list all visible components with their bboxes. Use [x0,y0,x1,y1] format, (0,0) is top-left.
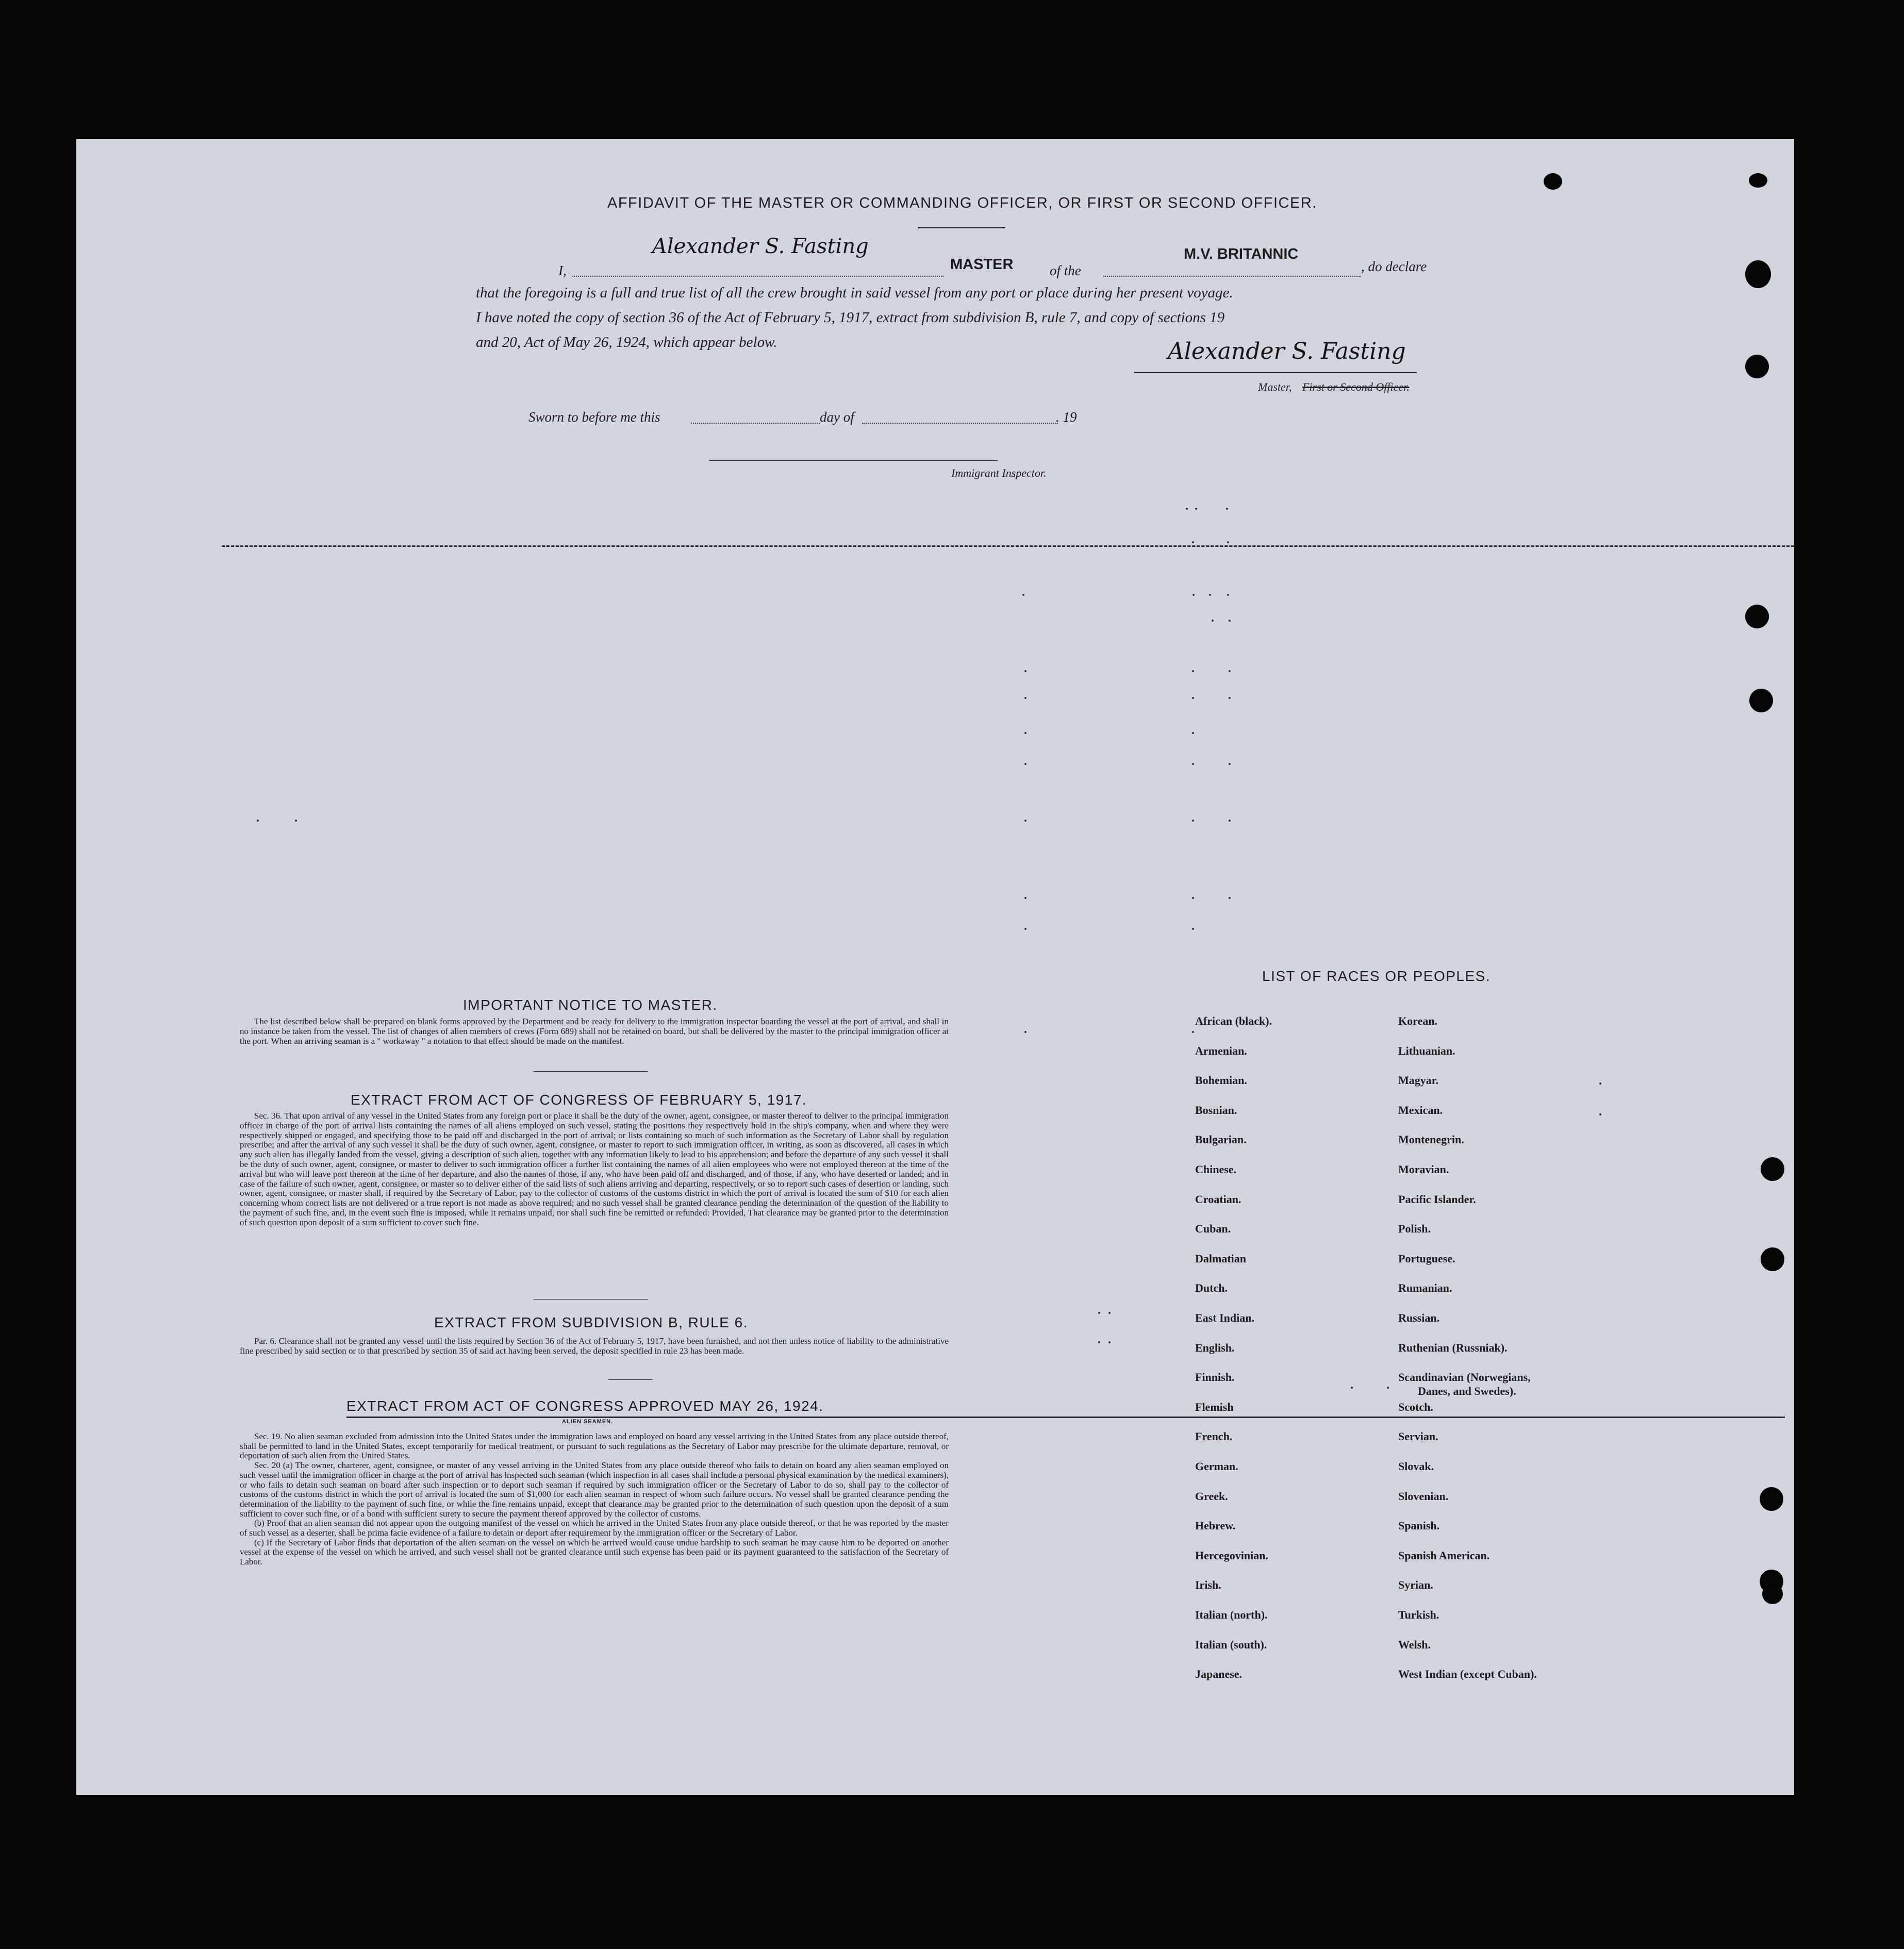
race-item: Syrian. [1398,1578,1433,1592]
affidavit-i: I, [558,263,567,278]
bleed-through-mark [1195,508,1197,510]
bleed-through-mark [1192,820,1194,822]
bleed-through-mark [1192,928,1194,930]
sec-20c: (c) If the Secretary of Labor finds that deportation of the alien seaman on the vessel on which he arrived would cause undue hardship to such seaman he may cause him to be deported on another vessel at the expense of the vessel on which he arrived, and such vessel shall not be granted clearance until such expense has been paid or its payment guaranteed to the satisfaction of the Secretary of Labor. [240,1537,949,1567]
binder-hole [1544,173,1562,190]
vessel-dotted-line [1103,276,1361,277]
race-item: Greek. [1195,1489,1228,1503]
notice-text [240,1017,949,1046]
race-item: Polish. [1398,1222,1431,1236]
bleed-through-mark [1209,594,1211,596]
notice-title: IMPORTANT NOTICE TO MASTER. [463,997,718,1013]
bleed-through-mark [1212,620,1214,622]
bleed-through-mark [1192,670,1194,672]
day-of-label: day of [820,409,854,425]
bleed-through-mark [1192,732,1194,734]
race-item: Chinese. [1195,1163,1237,1176]
bleed-through-mark [1227,541,1229,543]
race-item: Finnish. [1195,1371,1235,1384]
binder-hole [1745,355,1769,378]
race-item: Bosnian. [1195,1103,1237,1117]
signature-line [1134,372,1417,373]
race-item: African (black). [1195,1014,1272,1027]
bleed-through-mark [1229,697,1231,699]
binder-hole [1761,1157,1784,1181]
bleed-through-mark [257,820,259,822]
name-dotted-line [572,276,943,277]
section-divider-lower [346,1417,1785,1418]
race-item: Cuban. [1195,1222,1231,1236]
bleed-through-mark [1024,1031,1026,1033]
binder-hole [1745,605,1769,628]
subdivision-text [240,1336,949,1356]
inspector-label: Immigrant Inspector. [951,467,1047,479]
bleed-through-mark [1229,820,1231,822]
bleed-through-mark [1024,670,1026,672]
bleed-through-mark [1024,897,1026,899]
sec-19: Sec. 19. No alien seaman excluded from admission into the United States under the immigration laws and employed on board any vessel arriving in the United States from any place outside thereof, shall be permitted to land in the United States, except temporarily for medical treatment, or pursuant to such regulations as the Secretary of Labor may prescribe for the ultimate departure, removal, or deportation of such alien from the United States. [240,1431,949,1461]
race-item: Spanish. [1398,1519,1440,1532]
of-the-label: of the [1050,263,1081,278]
sec-20a: Sec. 20 (a) The owner, charterer, agent, consignee, or master of any vessel arriving in the United States from any place outside thereof who fails to detain on board any alien seaman employed on such vessel until the immigration officer in charge at the port of arrival has inspected such seaman (which inspection in all cases shall include a personal physical examination by the medical examiners), or who fails to detain such seaman on board after such inspection or to deport such seaman if required by such immigration officer or the Secretary of Labor to do so, shall pay to the collector of customs of the customs district in which the port of arrival is located the sum of $1,000 for each alien seaman in respect of whom such failure occurs. No vessel shall be granted clearance pending the determination of the liability to the payment of such fine, or while the fine remains unpaid, except that clearance may be granted prior to the determination of such question upon the deposit of a sum sufficient to cover such fine, or of a bond with sufficient surety to secure the payment thereof approved by the collector of customs. [240,1460,949,1519]
race-item: Irish. [1195,1578,1221,1592]
race-item: Dutch. [1195,1281,1228,1295]
sworn-label: Sworn to before me this [528,409,660,425]
scandinavian-continuation: Danes, and Swedes). [1418,1385,1516,1397]
bleed-through-mark [1193,594,1195,596]
race-item: East Indian. [1195,1311,1254,1324]
binder-hole [1760,1487,1783,1511]
affidavit-line-3: and 20, Act of May 26, 1924, which appear below. [476,334,777,351]
bleed-through-mark [1098,1341,1100,1343]
race-item: Flemish [1195,1400,1234,1413]
races-title: LIST OF RACES OR PEOPLES. [1262,968,1491,984]
race-item: Bulgarian. [1195,1133,1247,1146]
signer-title-struck: First or Second Officer. [1302,380,1410,393]
signer-signature: Alexander S. Fasting [1168,338,1406,364]
month-dotted-line [862,423,1058,424]
bleed-through-mark [1192,763,1194,765]
bleed-through-mark [1108,1341,1111,1343]
binder-hole [1745,260,1771,288]
race-item: Magyar. [1398,1074,1439,1087]
affidavit-title: AFFIDAVIT OF THE MASTER OR COMMANDING OFFICER, OR FIRST OR SECOND OFFICER. [607,195,1317,211]
bleed-through-mark [1024,763,1026,765]
binder-hole [1749,173,1767,188]
bleed-through-mark [1022,594,1024,596]
extract-1924-subtitle: ALIEN SEAMEN. [562,1419,614,1425]
bleed-through-mark [1024,820,1026,822]
bleed-through-mark [1192,697,1194,699]
race-item: Rumanian. [1398,1281,1452,1295]
do-declare: , do declare [1361,259,1427,274]
vessel-name: M.V. BRITANNIC [1184,246,1299,262]
bleed-through-mark [295,820,297,822]
race-item: Armenian. [1195,1044,1247,1057]
bleed-through-mark [1024,732,1026,734]
section-divider-upper [222,545,1794,547]
race-item: Slovenian. [1398,1489,1449,1503]
bleed-through-mark [1229,670,1231,672]
race-item: English. [1195,1341,1235,1354]
sworn-day-line [691,423,820,424]
extract-1917-title: EXTRACT FROM ACT OF CONGRESS OF FEBRUARY 5, 1917. [351,1092,807,1108]
bleed-through-mark [1024,697,1026,699]
race-item: French. [1195,1430,1233,1443]
extract-1917-text [240,1111,949,1228]
extract-1924-title: EXTRACT FROM ACT OF CONGRESS APPROVED MAY 26, 1924. [346,1398,824,1414]
subdivision-rule [608,1379,653,1380]
race-item: West Indian (except Cuban). [1398,1668,1537,1681]
race-item: Slovak. [1398,1460,1434,1473]
extract-1924-text [240,1432,949,1567]
bleed-through-mark [1387,1387,1389,1389]
race-item: Italian (north). [1195,1608,1268,1621]
extract-1917-rule [534,1299,648,1300]
race-item: Croatian. [1195,1192,1241,1206]
binder-hole [1749,689,1773,712]
extract-1917-paragraph: Sec. 36. That upon arrival of any vessel in the United States from any foreign port or place it shall be the duty of the owner, agent, consignee, or master thereof to deliver to the principal immigration officer in charge of the port of arrival lists containing the names of all aliens employed on such vessel, stating the positions they respectively hold in the ship's company, when and where they were respectively shipped or engaged, and specifying those to be paid off and discharged in the port of arrival; or lists containing so much of such information as the Secretary of Labor shall by regulation prescribe; and after the arrival of any such vessel it shall be the duty of such owner, agent, consignee, or master to report to such immigration officer, in writing, as soon as discovered, all cases in which any such alien has illegally landed from the vessel, giving a description of such alien, together with any information likely to lead to his apprehension; and before the departure of any such vessel it shall be the duty of such owner, agent, consignee, or master to deliver to such immigration officer a further list containing the names of all alien employees who were not employed thereon at the time of the arrival but who will leave port thereon at the time of her departure, and also the names of those, if any, who have been paid off and discharged, and of those, if any, who have deserted or landed; and in case of the failure of such owner, agent, consignee, or master so to deliver either of the said lists of such aliens arriving and departing, respectively, or so to report such cases of desertion or landing, such owner, agent, consignee, or master shall, if required by the Secretary of Labor, pay to the collector of customs of the customs district in which the port of arrival is located the sum of $10 for each alien concerning whom correct lists are not delivered or a true report is not made as above required; and no such vessel shall be granted clearance pending the determination of the question of the liability to the payment of such fine, and, in the event such fine is imposed, while it remains unpaid; nor shall such fine be remitted or refunded: Provided, That clearance may be granted prior to the determination of such question upon deposit of a sum sufficient to cover such fine. [240,1111,949,1227]
bleed-through-mark [1098,1312,1100,1314]
bleed-through-mark [1229,897,1231,899]
sec-20b: (b) Proof that an alien seaman did not appear upon the outgoing manifest of the vessel on which he arrived in the United States from any place outside thereof, or that he was reported by the master of such vessel as a deserter, shall be prima facie evidence of a failure to detain or deport after requirement by the immigration officer or the Secretary of Labor. [240,1518,949,1538]
race-item: Russian. [1398,1311,1440,1324]
bleed-through-mark [1024,928,1026,930]
binder-hole [1762,1584,1783,1604]
bleed-through-mark [1229,620,1231,622]
bleed-through-mark [1192,541,1194,543]
master-role: MASTER [950,256,1014,273]
bleed-through-mark [1186,508,1188,510]
race-item: Dalmatian [1195,1252,1246,1265]
binder-hole [1761,1247,1784,1271]
race-item: Scotch. [1398,1400,1433,1413]
race-item: Scandinavian (Norwegians, [1398,1371,1531,1384]
bleed-through-mark [1227,594,1229,596]
race-item: Korean. [1398,1014,1437,1027]
race-item: Pacific Islander. [1398,1192,1476,1206]
title-underline [918,227,1005,228]
bleed-through-mark [1599,1113,1601,1115]
race-item: Servian. [1398,1430,1438,1443]
subdivision-title: EXTRACT FROM SUBDIVISION B, RULE 6. [434,1314,748,1330]
notice-rule [534,1071,648,1072]
bleed-through-mark [1351,1387,1353,1389]
race-item: Turkish. [1398,1608,1439,1621]
notice-paragraph: The list described below shall be prepared on blank forms approved by the Department and be ready for delivery to the immigration inspector boarding the vessel at the port of arrival, and shall in no instance be taken from the vessel. The list of changes of alien members of crews (Form 689) shall not be retained on board, but shall be delivered by the master to the principal immigration officer at the port. When an arriving seaman is a " workaway " a notation to that effect should be made on the manifest. [240,1017,949,1046]
affidavit-line-2: I have noted the copy of section 36 of the Act of February 5, 1917, extract from subdivision B, rule 7, and copy of sections 19 [476,309,1225,326]
signer-title-master: Master, [1258,380,1292,393]
race-item: Montenegrin. [1398,1133,1464,1146]
race-item: Hebrew. [1195,1519,1236,1532]
race-item: Welsh. [1398,1638,1431,1651]
year-prefix: . 19 [1056,409,1077,425]
bleed-through-mark [1599,1082,1601,1085]
race-item: Lithuanian. [1398,1044,1455,1057]
affidavit-line-1: that the foregoing is a full and true list of all the crew brought in said vessel from any port or place during her present voyage. [476,285,1233,301]
race-item: Mexican. [1398,1103,1443,1117]
race-item: Spanish American. [1398,1548,1490,1562]
subdivision-paragraph: Par. 6. Clearance shall not be granted any vessel until the lists required by Section 36 of the Act of February 5, 1917, have been furnished, and not then unless notice of liability to the administrative fine prescribed by said section or to that prescribed by section 35 of said act having been served, the deposit specified in rule 23 has been made. [240,1336,949,1356]
inspector-line [709,460,998,461]
master-signature: Alexander S. Fasting [652,235,869,258]
bleed-through-mark [1108,1312,1111,1314]
bleed-through-mark [1192,1031,1194,1033]
bleed-through-mark [1229,763,1231,765]
race-item: Portuguese. [1398,1252,1455,1265]
race-item: Italian (south). [1195,1638,1267,1651]
race-item: Bohemian. [1195,1074,1247,1087]
race-item: Japanese. [1195,1668,1243,1681]
bleed-through-mark [1226,508,1228,510]
race-item: German. [1195,1460,1238,1473]
bleed-through-mark [1192,897,1194,899]
race-item: Ruthenian (Russniak). [1398,1341,1508,1354]
race-item: Moravian. [1398,1163,1449,1176]
race-item: Hercegovinian. [1195,1548,1268,1562]
